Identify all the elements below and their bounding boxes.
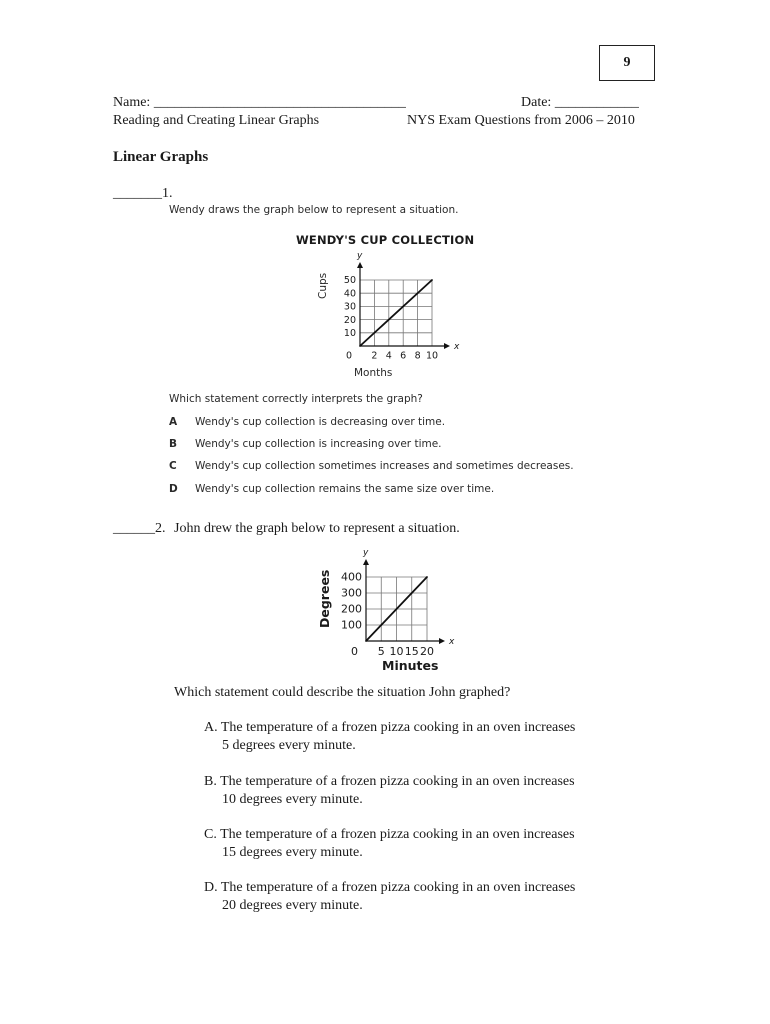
choice-letter: C. — [204, 827, 217, 842]
q2-choice-a[interactable] — [204, 719, 575, 755]
q2-data-point — [365, 640, 367, 642]
q2-prompt: John drew the graph below to represent a situation. — [174, 521, 460, 536]
q2-x-tick-label: 5 — [377, 645, 385, 658]
q1-choice-a[interactable] — [169, 415, 445, 429]
q1-chart-series — [359, 279, 433, 347]
q1-y-tick-label: 20 — [343, 314, 356, 326]
q2-choice-b[interactable] — [204, 773, 575, 809]
choice-letter: D. — [204, 880, 218, 895]
q1-y-var: y — [357, 251, 363, 261]
q1-x-tick-label: 10 — [425, 350, 439, 362]
page-number-box — [599, 45, 655, 81]
q2-question: Which statement could describe the situation John graphed? — [174, 685, 511, 700]
q1-y-tick-label: 10 — [343, 327, 356, 339]
choice-text: The temperature of a frozen pizza cooking in an oven increases — [220, 827, 575, 842]
q2-choice-d[interactable] — [204, 879, 575, 915]
choice-letter: A — [169, 416, 178, 428]
choice-text-cont: 10 degrees every minute. — [222, 792, 363, 807]
q1-prompt: Wendy draws the graph below to represent a situation. — [169, 204, 459, 216]
choice-text: Wendy's cup collection remains the same size over time. — [195, 483, 495, 495]
exam-source-label: NYS Exam Questions from 2006 – 2010 — [407, 113, 635, 128]
q2-data-point — [426, 576, 428, 578]
q2-chart-xlabel: Minutes — [382, 658, 439, 673]
q2-y-var: y — [363, 548, 369, 558]
q1-y-arrow — [357, 262, 363, 268]
q1-origin-label: 0 — [345, 350, 352, 362]
section-title: Linear Graphs — [113, 149, 209, 165]
choice-letter: B — [169, 438, 178, 450]
q2-y-tick-label: 400 — [341, 570, 362, 584]
q1-data-line — [360, 280, 432, 346]
choice-letter: D — [169, 483, 178, 495]
choice-letter: B. — [204, 774, 217, 789]
q2-x-tick-label: 20 — [420, 645, 434, 658]
q2-y-tick-label: 100 — [341, 618, 362, 632]
choice-letter: C — [169, 460, 177, 472]
q1-chart-ylabel: Cups — [317, 272, 329, 299]
q1-choice-b[interactable] — [169, 437, 442, 451]
worksheet-subtitle: Reading and Creating Linear Graphs — [113, 113, 320, 128]
q2-chart-ylabel: Degrees — [317, 569, 332, 628]
choice-text-cont: 5 degrees every minute. — [222, 738, 356, 753]
q1-choice-c[interactable] — [169, 459, 574, 473]
choice-text: Wendy's cup collection is increasing over time. — [195, 438, 442, 450]
q1-answer-blank: _______1. — [113, 186, 173, 201]
q2-y-arrow — [363, 559, 369, 565]
choice-letter: A. — [204, 720, 218, 735]
choice-text: Wendy's cup collection sometimes increases and sometimes decreases. — [195, 460, 574, 472]
q1-question: Which statement correctly interprets the graph? — [169, 393, 423, 405]
q2-choice-c[interactable] — [204, 826, 575, 862]
q1-chart-title: WENDY'S CUP COLLECTION — [296, 233, 475, 247]
q2-y-tick-label: 200 — [341, 602, 362, 616]
q1-y-tick-label: 40 — [343, 288, 356, 300]
q1-chart — [310, 250, 470, 380]
q1-choice-d[interactable] — [169, 482, 494, 496]
choice-text: Wendy's cup collection is decreasing over time. — [195, 416, 446, 428]
q1-chart-xlabel: Months — [354, 367, 393, 379]
q1-data-point — [431, 279, 433, 281]
q1-x-tick-label: 4 — [385, 350, 392, 362]
choice-text: The temperature of a frozen pizza cooking in an oven increases — [220, 880, 576, 895]
choice-text: The temperature of a frozen pizza cooking in an oven increases — [220, 720, 576, 735]
date-field-label: Date: ____________ — [521, 95, 639, 110]
q2-origin-label: 0 — [351, 645, 358, 658]
q2-x-tick-label: 10 — [389, 645, 404, 658]
page-number: 9 — [623, 55, 631, 70]
q2-x-var: x — [449, 637, 455, 647]
q1-y-tick-label: 30 — [343, 301, 356, 313]
q2-answer-blank: ______2. — [113, 521, 166, 536]
q1-x-tick-label: 6 — [400, 350, 407, 362]
choice-text-cont: 20 degrees every minute. — [222, 898, 363, 913]
q2-y-tick-label: 300 — [341, 586, 362, 600]
q1-x-arrow — [444, 343, 450, 349]
q2-x-tick-label: 15 — [404, 645, 419, 658]
q1-x-var: x — [454, 342, 460, 352]
q2-x-arrow — [439, 638, 445, 644]
choice-text-cont: 15 degrees every minute. — [222, 845, 363, 860]
q1-x-tick-label: 2 — [371, 350, 378, 362]
q1-data-point — [359, 345, 361, 347]
choice-text: The temperature of a frozen pizza cooking in an oven increases — [220, 774, 575, 789]
q1-x-tick-label: 8 — [414, 350, 421, 362]
q1-y-tick-label: 50 — [343, 275, 356, 287]
name-field-label: Name: ____________________________________ — [113, 95, 406, 110]
